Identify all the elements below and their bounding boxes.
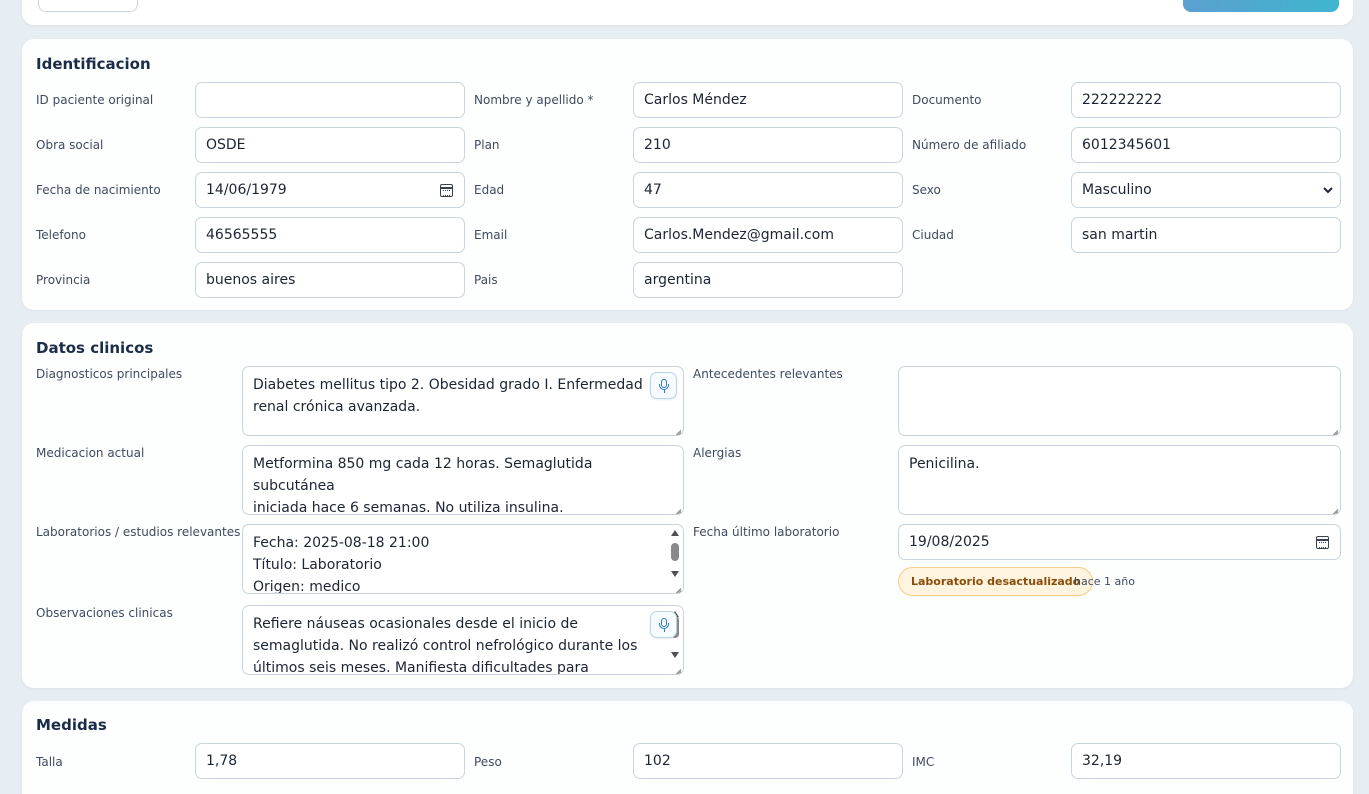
scrollbar[interactable] xyxy=(669,527,681,579)
field-value: Refiere náuseas ocasionales desde el inicio de semaglutida. No realizó control nefrológico durante los últimos seis meses. Manifiesta dificultades para xyxy=(253,616,638,675)
afiliado-label: Número de afiliado xyxy=(912,138,1027,152)
fecha-laboratorio-input[interactable] xyxy=(898,524,1341,560)
laboratorios-label: Laboratorios / estudios relevantes xyxy=(36,525,241,539)
ciudad-input[interactable] xyxy=(1071,217,1341,253)
peso-input[interactable] xyxy=(633,743,903,779)
field-value: 19/08/2025 xyxy=(909,534,990,550)
dictate-button[interactable] xyxy=(650,611,677,638)
alergias-label: Alergias xyxy=(693,446,742,460)
resize-handle[interactable] xyxy=(672,424,682,434)
top-toolbar xyxy=(22,0,1353,25)
observaciones-label: Observaciones clinicas xyxy=(36,606,173,620)
lab-status-badge: Laboratorio desactualizado xyxy=(898,567,1093,596)
field-value: Fecha: 2025-08-18 21:00 Título: Laboratorio Origen: medico xyxy=(253,535,430,594)
section-title: Identificacion xyxy=(36,55,151,73)
edad-label: Edad xyxy=(474,183,505,197)
resize-handle[interactable] xyxy=(1329,424,1339,434)
scrollbar-thumb[interactable] xyxy=(671,543,679,561)
id-paciente-input[interactable] xyxy=(195,82,465,118)
field-value: Carlos.Mendez@gmail.com xyxy=(644,227,834,243)
antecedentes-label: Antecedentes relevantes xyxy=(693,367,843,381)
provincia-input[interactable] xyxy=(195,262,465,298)
telefono-input[interactable] xyxy=(195,217,465,253)
field-value: 102 xyxy=(644,753,671,769)
field-value: buenos aires xyxy=(206,272,296,288)
field-value: 222222222 xyxy=(1082,92,1163,108)
provincia-label: Provincia xyxy=(36,273,91,287)
afiliado-input[interactable] xyxy=(1071,127,1341,163)
pais-label: Pais xyxy=(474,273,498,287)
obra-social-input[interactable] xyxy=(195,127,465,163)
scroll-up-arrow-icon[interactable] xyxy=(671,530,679,536)
obra-social-label: Obra social xyxy=(36,138,104,152)
calendar-icon[interactable] xyxy=(440,184,453,197)
antecedentes-textarea[interactable] xyxy=(898,366,1341,436)
diagnosticos-textarea[interactable] xyxy=(242,366,684,436)
imc-input[interactable] xyxy=(1071,743,1341,779)
talla-input[interactable] xyxy=(195,743,465,779)
lab-age-note: hace 1 año xyxy=(1074,575,1135,588)
pais-input[interactable] xyxy=(633,262,903,298)
plan-input[interactable] xyxy=(633,127,903,163)
plan-label: Plan xyxy=(474,138,500,152)
field-value: 32,19 xyxy=(1082,753,1123,769)
medicacion-label: Medicacion actual xyxy=(36,446,145,460)
back-button[interactable] xyxy=(38,0,138,12)
peso-label: Peso xyxy=(474,755,502,769)
edad-input[interactable] xyxy=(633,172,903,208)
scroll-down-arrow-icon[interactable] xyxy=(671,652,679,658)
ciudad-label: Ciudad xyxy=(912,228,954,242)
field-value: Masculino xyxy=(1082,182,1152,198)
nombre-label: Nombre y apellido * xyxy=(474,93,594,107)
section-title: Datos clinicos xyxy=(36,339,154,357)
email-input[interactable] xyxy=(633,217,903,253)
resize-handle[interactable] xyxy=(672,582,682,592)
fecha-nacimiento-input[interactable] xyxy=(195,172,465,208)
field-value: san martin xyxy=(1082,227,1158,243)
observaciones-textarea[interactable] xyxy=(242,605,684,675)
chevron-down-icon xyxy=(1322,184,1334,196)
id-paciente-label: ID paciente original xyxy=(36,93,154,107)
field-value: 46565555 xyxy=(206,227,278,243)
microphone-icon xyxy=(664,629,666,632)
imc-label: IMC xyxy=(912,755,935,769)
primary-action-button[interactable] xyxy=(1183,0,1339,12)
field-value: Metformina 850 mg cada 12 horas. Semaglutida subcutánea iniciada hace 6 semanas. No utiliza insulina. xyxy=(253,456,593,515)
microphone-icon xyxy=(664,390,666,393)
nombre-input[interactable] xyxy=(633,82,903,118)
field-value: OSDE xyxy=(206,137,246,153)
telefono-label: Telefono xyxy=(36,228,86,242)
fecha-nacimiento-label: Fecha de nacimiento xyxy=(36,183,161,197)
alergias-textarea[interactable] xyxy=(898,445,1341,515)
field-value: Penicilina. xyxy=(909,456,980,472)
resize-handle[interactable] xyxy=(672,503,682,513)
documento-input[interactable] xyxy=(1071,82,1341,118)
calendar-icon[interactable] xyxy=(1316,536,1329,549)
diagnosticos-label: Diagnosticos principales xyxy=(36,367,183,381)
laboratorios-textarea[interactable] xyxy=(242,524,684,594)
sexo-label: Sexo xyxy=(912,183,941,197)
field-value: 14/06/1979 xyxy=(206,182,287,198)
resize-handle[interactable] xyxy=(1329,503,1339,513)
talla-label: Talla xyxy=(36,755,63,769)
documento-label: Documento xyxy=(912,93,982,107)
field-value: 210 xyxy=(644,137,671,153)
resize-handle[interactable] xyxy=(672,663,682,673)
field-value: Diabetes mellitus tipo 2. Obesidad grado I. Enfermedad renal crónica avanzada. xyxy=(253,377,643,415)
section-title: Medidas xyxy=(36,716,107,734)
email-label: Email xyxy=(474,228,508,242)
field-value: Carlos Méndez xyxy=(644,92,747,108)
field-value: 47 xyxy=(644,182,662,198)
field-value: argentina xyxy=(644,272,712,288)
field-value: 1,78 xyxy=(206,753,238,769)
field-value: 6012345601 xyxy=(1082,137,1172,153)
fecha-laboratorio-label: Fecha último laboratorio xyxy=(693,525,840,539)
scroll-down-arrow-icon[interactable] xyxy=(671,571,679,577)
dictate-button[interactable] xyxy=(650,372,677,399)
sexo-select[interactable] xyxy=(1071,172,1341,208)
medicacion-textarea[interactable] xyxy=(242,445,684,515)
